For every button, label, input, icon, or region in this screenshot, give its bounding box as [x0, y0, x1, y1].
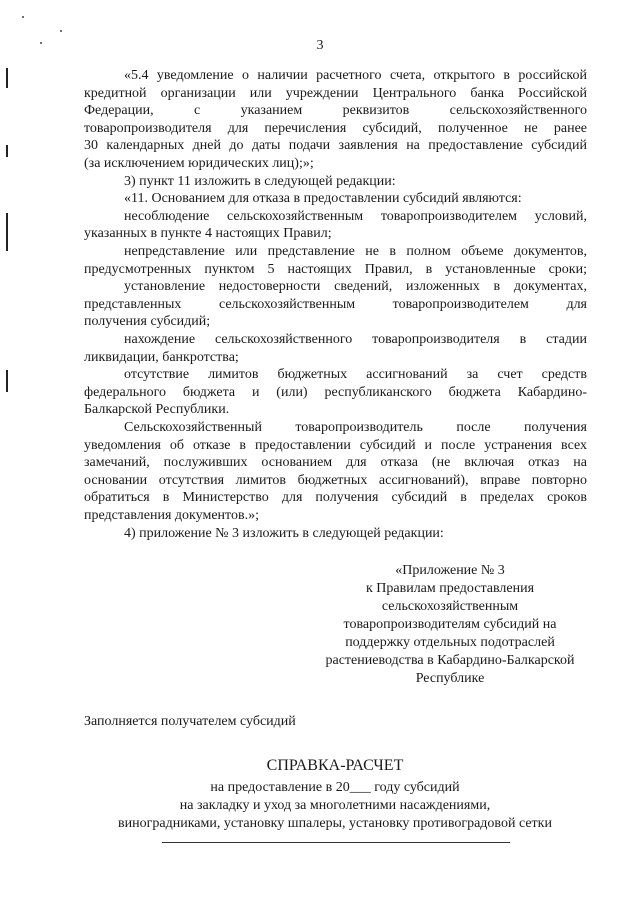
- appendix-line: товаропроизводителям субсидий на: [343, 617, 557, 632]
- form-title: СПРАВКА-РАСЧЕТ: [266, 757, 404, 774]
- form-subtitle-line: на закладку и уход за многолетними насаждениями,: [179, 798, 491, 813]
- body-line: обратиться в Министерство для получения субсидий в пределах сроков: [84, 490, 587, 506]
- body-line: кредитной организации или учреждении Центрального банка Российской: [84, 85, 587, 101]
- appendix-line: к Правилам предоставления: [365, 581, 535, 596]
- body-line: «11. Основанием для отказа в предоставлении субсидий являются:: [124, 191, 522, 207]
- scan-mark: [6, 370, 8, 392]
- form-subtitle-line: на предоставление в 20___ году субсидий: [210, 780, 460, 795]
- body-line: 4) приложение № 3 изложить в следующей редакции:: [124, 525, 444, 541]
- body-line: федерального бюджета и (или) республиканского бюджета Кабардино-: [84, 384, 587, 400]
- body-line: Балкарской Республики.: [84, 402, 230, 418]
- body-line: товаропроизводителя для перечисления субсидий, полученное не ранее: [84, 120, 587, 136]
- body-line: 3) пункт 11 изложить в следующей редакции:: [124, 173, 396, 189]
- page-number: 3: [316, 38, 324, 53]
- body-line: уведомления об отказе в предоставлении субсидий и после устранения всех: [84, 437, 587, 453]
- appendix-line: «Приложение № 3: [395, 563, 505, 578]
- body-line: нахождение сельскохозяйственного товаропроизводителя в стадии: [124, 332, 587, 347]
- appendix-line: сельскохозяйственным: [381, 599, 519, 614]
- scan-dot: [22, 16, 24, 18]
- body-line: 30 календарных дней до даты подачи заявления на предоставление субсидий: [84, 138, 587, 154]
- body-line: предусмотренных пунктом 5 настоящих Правил, в установленные сроки;: [84, 261, 587, 277]
- underline-blank: [162, 842, 510, 843]
- body-line: «5.4 уведомление о наличии расчетного счета, открытого в российской: [124, 68, 587, 83]
- appendix-line: поддержку отдельных подотраслей: [345, 635, 555, 650]
- body-line: Сельскохозяйственный товаропроизводитель после получения: [124, 420, 587, 435]
- scan-dot: [60, 30, 62, 32]
- body-line: замечаний, послуживших основанием для отказа (не включая отказ на: [84, 455, 587, 471]
- body-line: представления документов.»;: [84, 508, 259, 523]
- scan-mark: [6, 145, 8, 157]
- body-line: установление недостоверности сведений, изложенных в документах,: [124, 279, 587, 295]
- body-line: Федерации, с указанием реквизитов сельскохозяйственного: [84, 103, 587, 119]
- body-line: представленных сельскохозяйственным товаропроизводителем для: [84, 296, 587, 312]
- scan-mark: [6, 68, 8, 88]
- body-line: несоблюдение сельскохозяйственным товаропроизводителем условий,: [124, 208, 587, 224]
- body-line: получения субсидий;: [84, 314, 211, 330]
- body-line: ликвидации, банкротства;: [84, 349, 239, 365]
- scan-mark: [6, 213, 8, 251]
- filled-by-note: Заполняется получателем субсидий: [84, 714, 296, 729]
- body-line: непредставление или представление не в полном объеме документов,: [124, 244, 587, 259]
- body-line: указанных в пункте 4 настоящих Правил;: [84, 226, 332, 242]
- body-line: отсутствие лимитов бюджетных ассигнований за счет средств: [124, 367, 587, 383]
- appendix-line: Республике: [415, 671, 485, 686]
- form-subtitle-line: виноградниками, установку шпалеры, установку противоградовой сетки: [118, 816, 552, 831]
- body-line: основании отсутствия лимитов бюджетных ассигнований), вправе повторно: [84, 472, 587, 488]
- body-line: (за исключением юридических лиц);»;: [84, 156, 314, 171]
- appendix-line: растениеводства в Кабардино-Балкарской: [325, 653, 575, 668]
